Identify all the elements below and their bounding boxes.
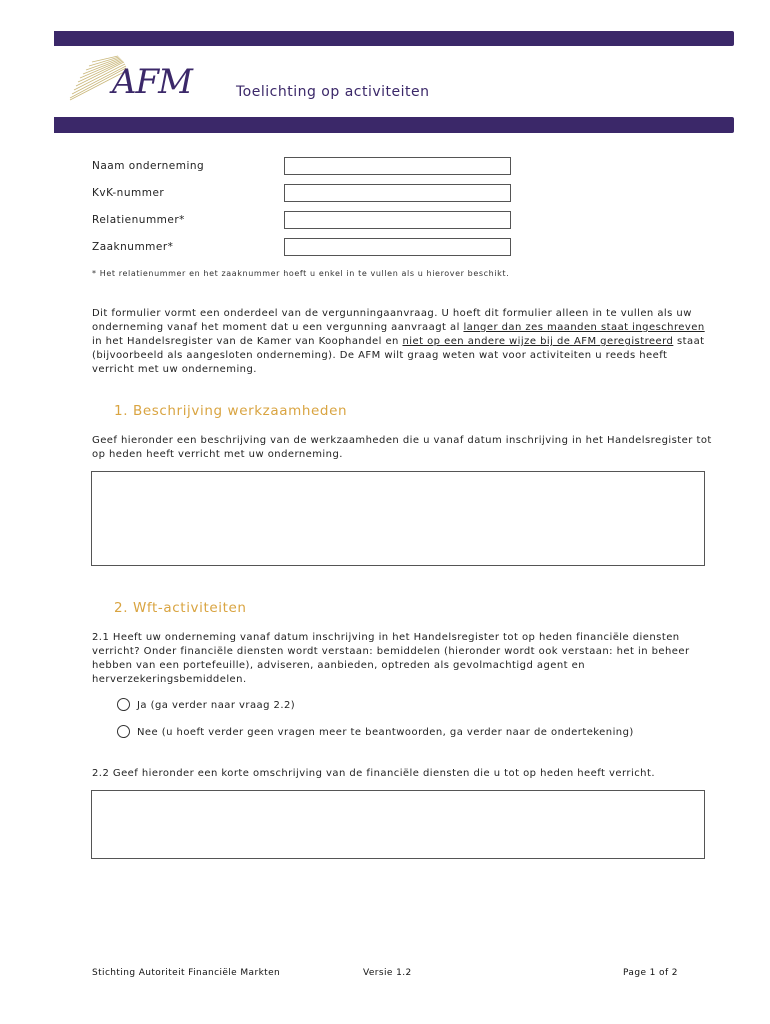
intro-text-1: Dit formulier vormt een onderdeel van de vergunningaanvraag. U hoeft dit formulier alleen in te vullen als uw onderneming vanaf het moment dat u een vergunning aanvraagt al — [92, 308, 692, 333]
question-2-1: 2.1 Heeft uw onderneming vanaf datum inschrijving in het Handelsregister tot op heden financiële diensten verricht? Onder financiële diensten wordt verstaan: bemiddelen (hieronder wordt ook verstaan: het in beheer hebben van een portefeuille), adviseren, aanbieden, optreden als gevolmachtigd agent en herverzekeringsbemiddelen. — [92, 632, 690, 685]
radio-yes-label: Ja (ga verder naar vraag 2.2) — [137, 700, 296, 711]
kvk-number-field[interactable] — [284, 184, 511, 202]
relation-number-field[interactable] — [284, 211, 511, 229]
footer-page-number: Page 1 of 2 — [623, 968, 678, 978]
intro-text-3: staat (bijvoorbeeld als aangesloten onderneming). De AFM wilt graag weten wat voor activiteiten u reeds heeft verricht met uw onderneming. — [92, 336, 705, 375]
kvk-number-label: KvK-nummer — [92, 187, 165, 199]
case-number-field[interactable] — [284, 238, 511, 256]
fields-footnote: * Het relatienummer en het zaaknummer hoeft u enkel in te vullen als u hierover beschikt. — [92, 269, 510, 278]
intro-underline-2: niet op een andere wijze bij de AFM geregistreerd — [402, 336, 674, 347]
radio-no-label: Nee (u hoeft verder geen vragen meer te beantwoorden, ga verder naar de ondertekening) — [137, 727, 634, 738]
work-description-textarea[interactable] — [91, 471, 705, 566]
section-1-heading: 1. Beschrijving werkzaamheden — [114, 403, 348, 419]
footer-version: Versie 1.2 — [363, 968, 412, 978]
header-top-bar — [54, 31, 734, 46]
document-title: Toelichting op activiteiten — [236, 84, 430, 100]
financial-services-textarea[interactable] — [91, 790, 705, 859]
case-number-label: Zaaknummer* — [92, 241, 174, 253]
intro-text-2: in het Handelsregister van de Kamer van Koophandel en — [92, 336, 403, 347]
company-name-field[interactable] — [284, 157, 511, 175]
afm-logo-text: AFM — [112, 62, 192, 102]
radio-yes[interactable] — [117, 698, 130, 711]
section-2-heading: 2. Wft-activiteiten — [114, 600, 247, 616]
relation-number-label: Relatienummer* — [92, 214, 185, 226]
section-1-description: Geef hieronder een beschrijving van de werkzaamheden die u vanaf datum inschrijving in het Handelsregister tot op heden heeft verricht met uw onderneming. — [92, 435, 712, 460]
footer-organization: Stichting Autoriteit Financiële Markten — [92, 968, 281, 978]
question-2-2: 2.2 Geef hieronder een korte omschrijving van de financiële diensten die u tot op heden heeft verricht. — [92, 768, 655, 779]
company-name-label: Naam onderneming — [92, 160, 205, 172]
intro-underline-1: langer dan zes maanden staat ingeschreven — [463, 322, 705, 333]
radio-no[interactable] — [117, 725, 130, 738]
header-bottom-bar — [54, 117, 734, 133]
intro-paragraph — [92, 307, 712, 377]
